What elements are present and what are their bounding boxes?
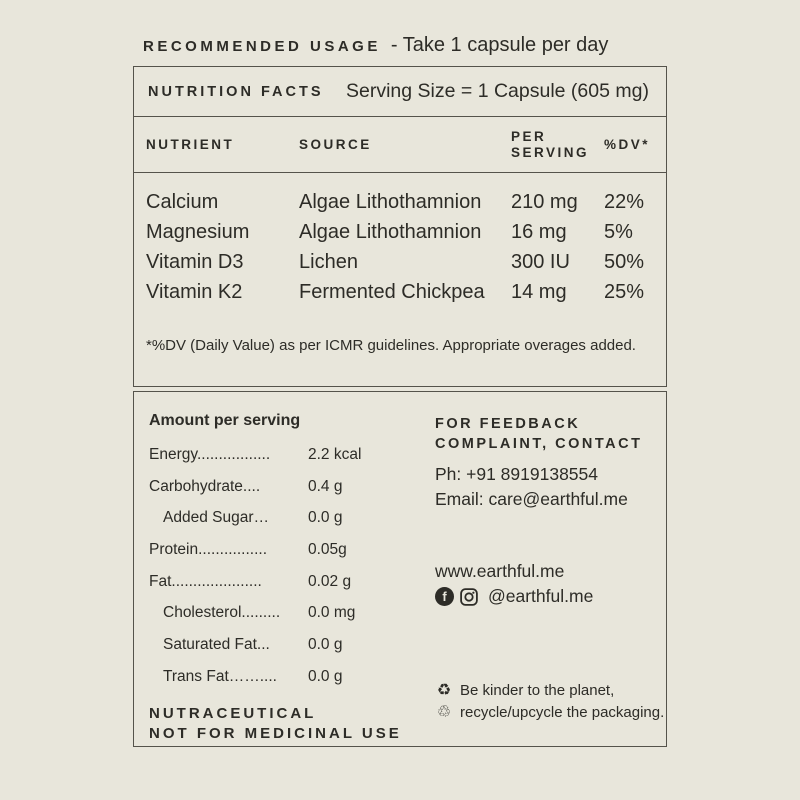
eco-line1: Be kinder to the planet, — [460, 682, 615, 699]
cell-dv: 50% — [604, 250, 645, 273]
eco-line2: recycle/upcycle the packaging. — [460, 704, 665, 721]
amounts-title: Amount per serving — [149, 412, 301, 429]
nutraceutical-disclaimer — [149, 704, 402, 744]
recommended-usage-label: RECOMMENDED USAGE — [143, 38, 381, 55]
amount-value: 0.0 mg — [308, 604, 356, 622]
amount-label: Cholesterol......... — [163, 604, 281, 622]
cell-dv: 25% — [604, 280, 645, 303]
amount-label: Added Sugar… — [163, 509, 269, 527]
disclaimer-line1: NUTRACEUTICAL — [149, 705, 317, 722]
disclaimer-line2: NOT FOR MEDICINAL USE — [149, 725, 402, 742]
eco-note — [435, 680, 664, 724]
list-item — [149, 439, 421, 471]
amount-value: 0.02 g — [308, 572, 352, 590]
cell-source: Lichen — [299, 250, 358, 273]
facts-column-headers — [134, 117, 666, 173]
amount-label: Protein................ — [149, 540, 268, 558]
recommended-usage-text: - Take 1 capsule per day — [390, 34, 609, 56]
instagram-icon — [460, 588, 478, 606]
recommended-usage-line — [143, 34, 608, 57]
cell-source: Algae Lithothamnion — [299, 220, 482, 243]
list-item — [149, 471, 421, 503]
amount-per-serving-panel — [149, 412, 421, 693]
website-url: www.earthful.me — [435, 561, 565, 581]
list-item — [149, 566, 421, 598]
cell-source: Fermented Chickpea — [299, 280, 485, 303]
serving-size: Serving Size = 1 Capsule (605 mg) — [346, 80, 649, 102]
facts-title: NUTRITION FACTS — [148, 83, 324, 100]
dv-footnote: *%DV (Daily Value) as per ICMR guidelines. Appropriate overages added. — [146, 337, 636, 354]
amount-label: Fat..................... — [149, 572, 262, 590]
table-row — [146, 187, 654, 217]
cell-amount: 16 mg — [511, 220, 567, 243]
facts-rows — [134, 173, 666, 307]
amount-label: Energy................. — [149, 445, 271, 463]
table-row — [146, 247, 654, 277]
col-header-dv: %DV* — [604, 137, 651, 152]
contact-email: Email: care@earthful.me — [435, 489, 628, 509]
upcycle-icon: ♲ — [436, 704, 452, 721]
list-item — [149, 597, 421, 629]
amount-label: Carbohydrate.... — [149, 477, 261, 495]
list-item — [149, 534, 421, 566]
table-row — [146, 277, 654, 307]
contact-heading-line2: COMPLAINT, CONTACT — [435, 436, 643, 452]
cell-amount: 300 IU — [511, 250, 570, 273]
cell-source: Algae Lithothamnion — [299, 190, 482, 213]
nutrition-facts-box — [133, 66, 667, 387]
contact-heading-line1: FOR FEEDBACK — [435, 416, 581, 432]
cell-nutrient: Calcium — [146, 190, 219, 213]
cell-dv: 5% — [604, 220, 633, 243]
info-box — [133, 391, 667, 747]
facts-header — [134, 67, 666, 117]
amount-value: 2.2 kcal — [308, 445, 362, 463]
social-row — [435, 586, 593, 607]
cell-dv: 22% — [604, 190, 645, 213]
list-item — [149, 661, 421, 693]
facebook-icon: f — [435, 587, 454, 606]
table-row — [146, 217, 654, 247]
amount-value: 0.4 g — [308, 477, 343, 495]
cell-amount: 14 mg — [511, 280, 567, 303]
col-header-nutrient: NUTRIENT — [146, 137, 235, 152]
contact-phone: Ph: +91 8919138554 — [435, 464, 599, 484]
cell-nutrient: Magnesium — [146, 220, 250, 243]
amount-value: 0.0 g — [308, 635, 343, 653]
col-header-source: SOURCE — [299, 137, 372, 152]
cell-amount: 210 mg — [511, 190, 578, 213]
cell-nutrient: Vitamin D3 — [146, 250, 244, 273]
list-item — [149, 629, 421, 661]
amount-value: 0.05g — [308, 540, 347, 558]
col-header-per-serving: PER SERVING — [511, 128, 590, 160]
cell-nutrient: Vitamin K2 — [146, 280, 243, 303]
recycle-icon: ♻ — [436, 682, 452, 699]
amount-value: 0.0 g — [308, 667, 343, 685]
contact-panel — [435, 414, 642, 512]
amount-label: Trans Fat…….... — [163, 667, 277, 685]
list-item — [149, 502, 421, 534]
social-handle: @earthful.me — [488, 586, 594, 606]
amount-label: Saturated Fat... — [163, 635, 270, 653]
amount-value: 0.0 g — [308, 509, 343, 527]
